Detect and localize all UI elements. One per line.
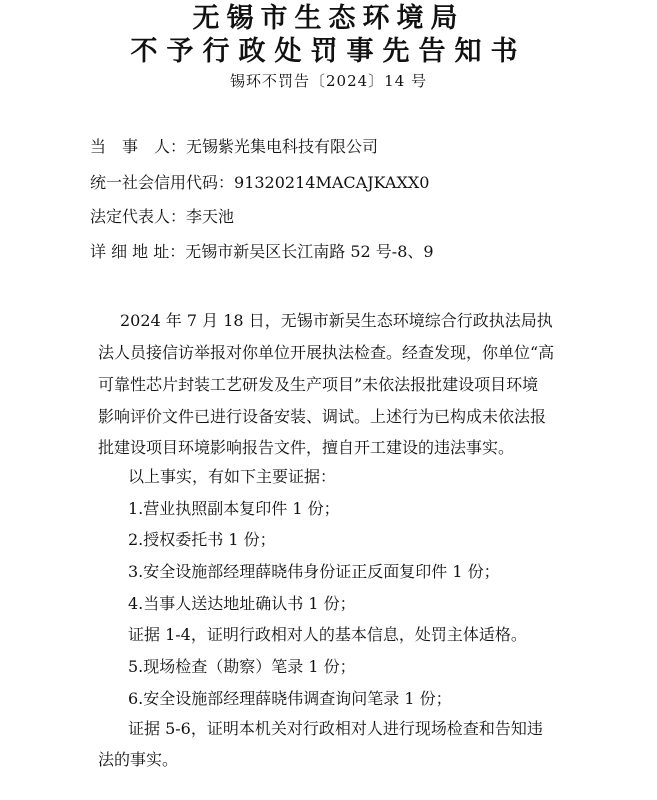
- evidence-intro: 以上事实，有如下主要证据：: [128, 467, 337, 486]
- paragraph-line: 可靠性芯片封装工艺研发及生产项目”未依法报批建设项目环境: [98, 375, 539, 394]
- party-name-value: 无锡紫光集电科技有限公司: [186, 137, 379, 156]
- party-name-row: [90, 139, 378, 155]
- document-title-type: 不予行政处罚事先告知书: [130, 36, 527, 67]
- address-value: 无锡市新吴区长江南路 52 号-8、9: [185, 242, 434, 261]
- paragraph-line: 证据 5-6，证明本机关对行政相对人进行现场检查和告知违: [128, 719, 543, 738]
- paragraph-line: 影响评价文件已进行设备安装、调试。上述行为已构成未依法报: [98, 407, 547, 426]
- evidence-note-1-4: 证据 1-4，证明行政相对人的基本信息，处罚主体适格。: [128, 625, 527, 644]
- document-title-authority: 无锡市生态环境局: [192, 3, 465, 34]
- evidence-item: 3.安全设施部经理薛晓伟身份证正反面复印件 1 份；: [128, 562, 500, 581]
- address-row: [90, 244, 434, 260]
- document-number: 锡环不罚告〔2024〕14 号: [229, 72, 428, 90]
- legal-rep-value: 李天池: [186, 207, 235, 226]
- party-name-label: 当 事 人：: [90, 137, 187, 156]
- paragraph-line: 法人员接信访举报对你单位开展执法检查。经查发现，你单位“高: [98, 343, 555, 362]
- evidence-item: 2.授权委托书 1 份；: [128, 530, 276, 549]
- paragraph-line: 批建设项目环境影响报告文件，擅自开工建设的违法事实。: [98, 438, 515, 457]
- evidence-item: 6.安全设施部经理薛晓伟调查询问笔录 1 份；: [128, 689, 452, 708]
- paragraph-line: 2024 年 7 月 18 日，无锡市新吴生态环境综合行政执法局执: [120, 311, 553, 330]
- legal-rep-label: 法定代表人：: [90, 207, 187, 226]
- credit-code-value: 91320214MACAJKAXX0: [234, 173, 430, 192]
- credit-code-row: [90, 175, 429, 191]
- evidence-item: 4.当事人送达地址确认书 1 份；: [128, 594, 356, 613]
- evidence-item: 5.现场检查（勘察）笔录 1 份；: [128, 657, 356, 676]
- address-label: 详 细 地 址：: [90, 242, 186, 261]
- evidence-item: 1.营业执照副本复印件 1 份；: [128, 499, 340, 518]
- credit-code-label: 统一社会信用代码：: [90, 173, 235, 192]
- legal-rep-row: [90, 209, 234, 225]
- paragraph-line: 法的事实。: [98, 750, 179, 769]
